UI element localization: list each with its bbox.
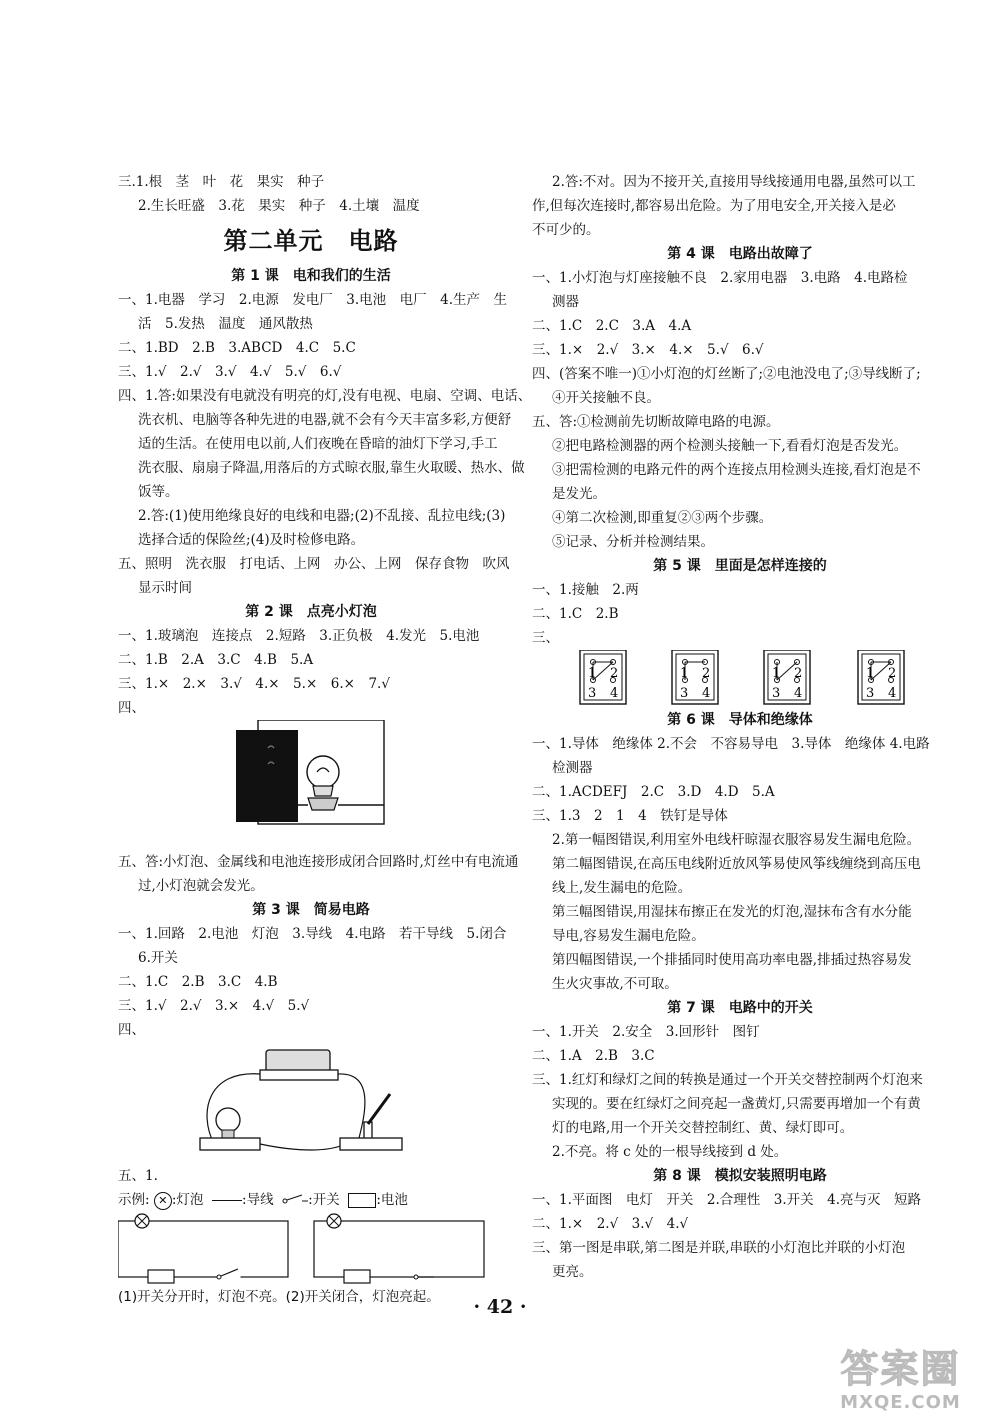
text-line: 三、1.× 2.√ 3.× 4.× 5.√ 6.√ — [532, 342, 764, 358]
box-label: 1 — [772, 666, 781, 681]
text-line: 第二幅图错误,在高压电线附近放风筝易使风筝线缠绕到高压电 — [552, 856, 921, 872]
text-line: 第三幅图错误,用湿抹布擦正在发光的灯泡,湿抹布含有水分能 — [552, 904, 912, 920]
connection-box-3 — [764, 650, 810, 704]
text-line: 二、1.B 2.A 3.C 4.B 5.A — [118, 652, 314, 668]
right-column — [532, 170, 948, 1284]
text-line: 测器 — [552, 294, 579, 310]
two-circuit-diagrams — [118, 1213, 504, 1285]
box-label: 3 — [866, 686, 875, 701]
text-line: 实现的。要在红绿灯之间亮起一盏黄灯,只需要再增加一个有黄 — [552, 1096, 921, 1112]
lesson-2-title: 第 2 课 点亮小灯泡 — [245, 604, 377, 620]
text-line: 活 5.发热 温度 通风散热 — [138, 316, 313, 332]
text-line: 一、1.小灯泡与灯座接触不良 2.家用电器 3.电路 4.电路检 — [532, 270, 908, 286]
connection-box-2 — [672, 650, 718, 704]
box-label: 3 — [772, 686, 781, 701]
text-line: 检测器 — [552, 760, 593, 776]
lesson-6-title: 第 6 课 导体和绝缘体 — [667, 712, 813, 728]
unit-title: 第二单元 电路 — [223, 226, 399, 255]
box-label: 2 — [610, 666, 619, 681]
connection-box-1 — [580, 650, 626, 704]
circuit-diagram-closed — [314, 1214, 484, 1283]
text-line: ④开关接触不良。 — [552, 390, 660, 406]
text-line: 三、1.× 2.× 3.√ 4.× 5.× 6.× 7.√ — [118, 676, 390, 692]
text-line: 饭等。 — [138, 484, 179, 500]
text-line: ②把电路检测器的两个检测头接触一下,看看灯泡是否发光。 — [552, 438, 908, 454]
text-line: 二、1.C 2.C 3.A 4.A — [532, 318, 692, 334]
simple-circuit-figure — [118, 1042, 504, 1164]
box-label: 2 — [702, 666, 711, 681]
text-line: 灯的电路,用一个开关交替控制红、黄、绿灯即可。 — [552, 1120, 854, 1136]
text-line: 一、1.平面图 电灯 开关 2.合理性 3.开关 4.亮与灭 短路 — [532, 1192, 922, 1208]
lesson-5-title: 第 5 课 里面是怎样连接的 — [653, 558, 827, 574]
battery-bulb-figure — [118, 720, 504, 850]
text-line: 三、1.√ 2.√ 3.√ 4.√ 5.√ 6.√ — [118, 364, 342, 380]
text-line: 三、1.红灯和绿灯之间的转换是通过一个开关交替控制两个灯泡来 — [532, 1072, 923, 1088]
text-line: 一、1.玻璃泡 连接点 2.短路 3.正负极 4.发光 5.电池 — [118, 628, 480, 644]
circuit-diagrams — [118, 1213, 504, 1285]
text-line: 线上,发生漏电的危险。 — [552, 880, 692, 896]
text-line: 2.不亮。将 c 处的一根导线接到 d 处。 — [552, 1144, 788, 1160]
simple-circuit-illustration — [118, 1042, 504, 1164]
text-line: 三、 — [532, 630, 559, 646]
legend-battery: :电池 — [376, 1192, 408, 1208]
watermark-logo — [808, 1338, 993, 1413]
bulb-symbol-icon: ✕ — [154, 1192, 172, 1210]
symbol-legend — [118, 1188, 504, 1213]
text-line: 2.答:不对。因为不接开关,直接用导线接通用电器,虽然可以工 — [552, 174, 916, 190]
circuit-caption: (1)开关分开时，灯泡不亮。(2)开关闭合，灯泡亮起。 — [118, 1288, 440, 1305]
lesson-3-title: 第 3 课 简易电路 — [252, 902, 370, 918]
lesson-1-title: 第 1 课 电和我们的生活 — [231, 268, 391, 284]
legend-wire: :导线 — [242, 1192, 274, 1208]
connection-box-diagrams — [532, 650, 948, 708]
box-label: 4 — [610, 686, 619, 701]
text-line: 显示时间 — [138, 580, 192, 596]
text-line: 第四幅图错误,一个排插同时使用高功率电器,排插过热容易发 — [552, 952, 912, 968]
text-line: 选择合适的保险丝;(4)及时检修电路。 — [138, 532, 365, 548]
text-line: 生火灾事故,不可取。 — [552, 976, 678, 992]
page-number: · 42 · — [473, 1296, 527, 1318]
box-label: 3 — [680, 686, 689, 701]
text-line: 洗衣机、电脑等各种先进的电器,就不会有今天丰富多彩,方便舒 — [138, 412, 512, 428]
intro-line: 2.生长旺盛 3.花 果实 种子 4.土壤 温度 — [138, 198, 420, 214]
box-label: 2 — [794, 666, 803, 681]
text-line: 三、第一图是串联,第二图是并联,串联的小灯泡比并联的小灯泡 — [532, 1240, 906, 1256]
text-line: 五、答:①检测前先切断故障电路的电源。 — [532, 414, 780, 430]
text-line: 过,小灯泡就会发光。 — [138, 878, 264, 894]
connection-boxes — [532, 650, 948, 708]
text-line: 导电,容易发生漏电危险。 — [552, 928, 705, 944]
box-label: 1 — [680, 666, 689, 681]
text-line: 不可少的。 — [532, 222, 600, 238]
text-line: 五、答:小灯泡、金属线和电池连接形成闭合回路时,灯丝中有电流通 — [118, 854, 519, 870]
text-line: 更亮。 — [552, 1264, 593, 1280]
switch-symbol-icon — [282, 1189, 308, 1213]
text-line: 四、 — [118, 700, 145, 716]
text-line: 6.开关 — [138, 950, 178, 966]
text-line: 五、照明 洗衣服 打电话、上网 办公、上网 保存食物 吹风 — [118, 556, 510, 572]
text-line: 作,但每次连接时,都容易出危险。为了用电安全,开关接入是必 — [532, 198, 896, 214]
circuit-diagram-open — [118, 1214, 288, 1283]
battery-symbol-icon — [348, 1193, 376, 1208]
text-line: 四、 — [118, 1022, 145, 1038]
legend-switch: :开关 — [308, 1192, 340, 1208]
lesson-8-title: 第 8 课 模拟安装照明电路 — [653, 1168, 827, 1184]
box-label: 1 — [866, 666, 875, 681]
text-line: ⑤记录、分析并检测结果。 — [552, 534, 714, 550]
text-line: 二、1.C 2.B — [532, 606, 619, 622]
text-line: 三、1.3 2 1 4 铁钉是导体 — [532, 808, 728, 824]
box-label: 4 — [794, 686, 803, 701]
wire-symbol-icon — [212, 1200, 242, 1201]
intro-line: 三.1.根 茎 叶 花 果实 种子 — [118, 174, 325, 190]
text-line: 2.答:(1)使用绝缘良好的电线和电器;(2)不乱接、乱拉电线;(3) — [138, 508, 506, 524]
text-line: 二、1.C 2.B 3.C 4.B — [118, 974, 278, 990]
text-line: ③把需检测的电路元件的两个连接点用检测头连接,看灯泡是不 — [552, 462, 921, 478]
text-line: 四、(答案不唯一)①小灯泡的灯丝断了;②电池没电了;③导线断了; — [532, 366, 921, 382]
text-line: 二、1.A 2.B 3.C — [532, 1048, 655, 1064]
text-line: 一、1.导体 绝缘体 2.不会 不容易导电 3.导体 绝缘体 4.电路 — [532, 736, 930, 752]
text-line: 五、1. — [118, 1168, 158, 1184]
text-line: 是发光。 — [552, 486, 606, 502]
box-label: 4 — [888, 686, 897, 701]
box-label: 3 — [588, 686, 597, 701]
text-line: 一、1.电器 学习 2.电源 发电厂 3.电池 电厂 4.生产 生 — [118, 292, 508, 308]
text-line: 三、1.√ 2.√ 3.× 4.√ 5.√ — [118, 998, 310, 1014]
connection-box-4 — [858, 650, 904, 704]
legend-bulb: :灯泡 — [171, 1192, 204, 1208]
text-line: 一、1.回路 2.电池 灯泡 3.导线 4.电路 若干导线 5.闭合 — [118, 926, 507, 942]
text-line: 二、1.× 2.√ 3.√ 4.√ — [532, 1216, 689, 1232]
text-line: 2.第一幅图错误,利用室外电线杆晾湿衣服容易发生漏电危险。 — [552, 832, 921, 848]
text-line: ④第二次检测,即重复②③两个步骤。 — [552, 510, 773, 526]
lesson-4-title: 第 4 课 电路出故障了 — [667, 246, 813, 262]
text-line: 四、1.答:如果没有电就没有明亮的灯,没有电视、电扇、空调、电话、 — [118, 388, 532, 404]
text-line: 二、1.ACDEFJ 2.C 3.D 4.D 5.A — [532, 784, 775, 800]
box-label: 4 — [702, 686, 711, 701]
box-label: 2 — [888, 666, 897, 681]
watermark-big-text: 答案圈 — [840, 1347, 961, 1391]
box-label: 1 — [588, 666, 597, 681]
text-line: 二、1.BD 2.B 3.ABCD 4.C 5.C — [118, 340, 356, 356]
watermark-url: MXQE.COM — [840, 1392, 961, 1413]
legend-prefix: 示例: — [118, 1192, 150, 1208]
text-line: 适的生活。在使用电以前,人们夜晚在昏暗的油灯下学习,手工 — [138, 436, 498, 452]
text-line: 一、1.开关 2.安全 3.回形针 图钉 — [532, 1024, 760, 1040]
lesson-7-title: 第 7 课 电路中的开关 — [667, 1000, 813, 1016]
circuit-photo-illustration — [118, 720, 504, 850]
text-line: 洗衣服、扇扇子降温,用落后的方式晾衣服,靠生火取暖、热水、做 — [138, 460, 525, 476]
text-line: 一、1.接触 2.两 — [532, 582, 639, 598]
